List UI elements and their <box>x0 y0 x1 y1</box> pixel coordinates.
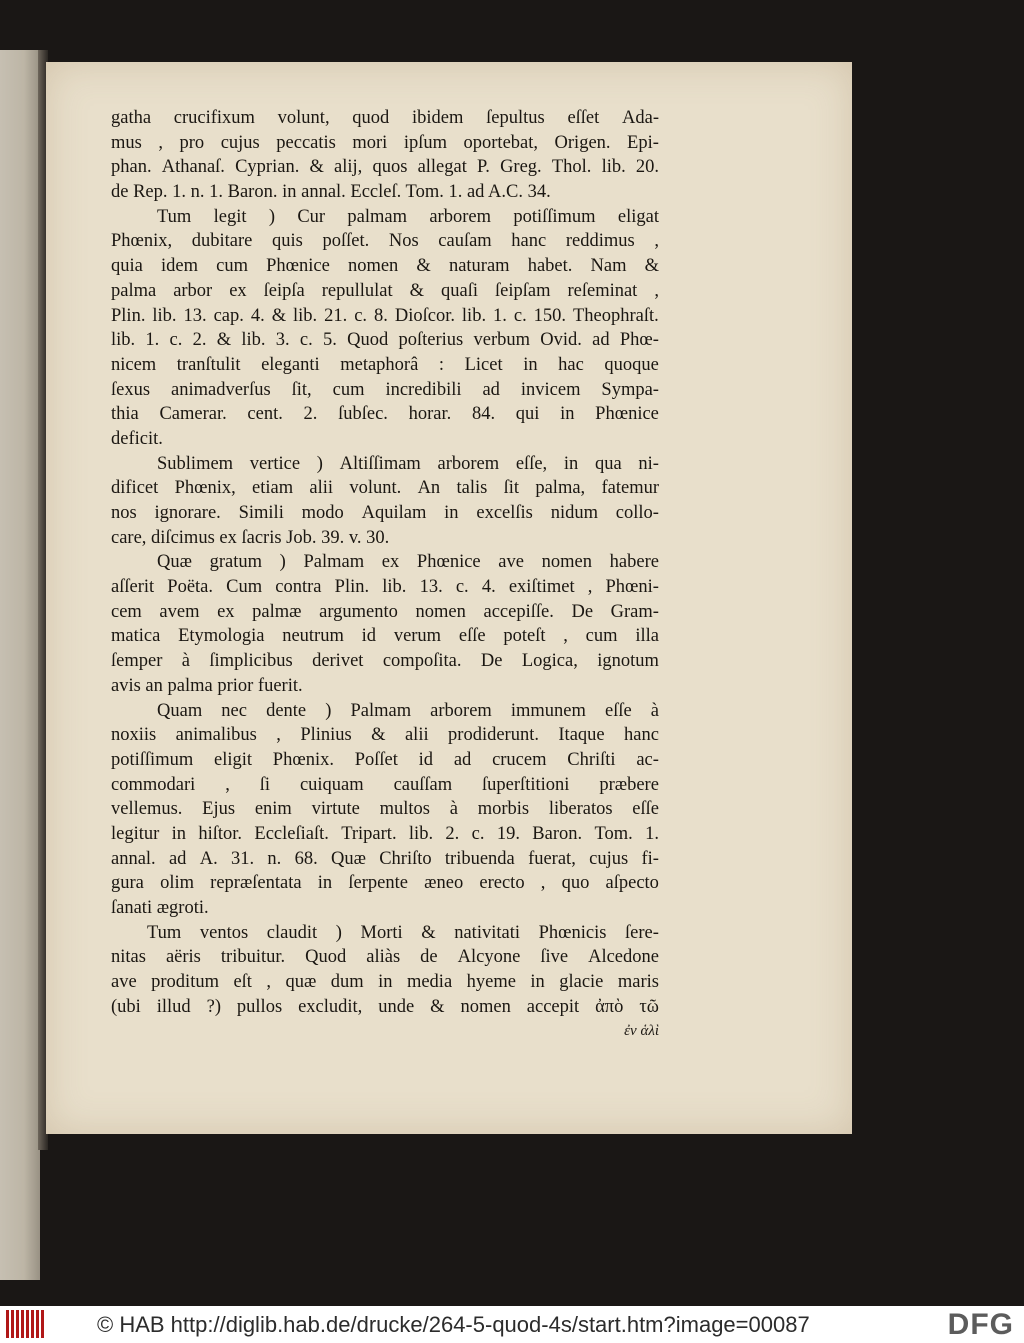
book-page <box>46 62 852 1134</box>
text-line: gura olim repræſentata in ſerpente æneo erecto , quo aſpecto <box>111 873 659 894</box>
text-line: ἐν ἁλὶ <box>624 1023 659 1040</box>
text-line: mus , pro cujus peccatis mori ipſum oportebat, Origen. Epi- <box>111 132 659 153</box>
text-line: noxiis animalibus , Plinius & alii prodiderunt. Itaque hanc <box>111 725 659 746</box>
text-line: ſemper à ſimplicibus derivet compoſita. De Logica, ignotum <box>111 651 659 672</box>
text-line: Tum legit ) Cur palmam arborem potiſſimum eligat <box>157 206 659 227</box>
text-line: Quæ gratum ) Palmam ex Phœnice ave nomen habere <box>157 552 659 573</box>
text-line: Plin. lib. 13. cap. 4. & lib. 21. c. 8. Dioſcor. lib. 1. c. 150. Theophraſt. <box>111 305 659 326</box>
copyright-url[interactable]: © HAB http://diglib.hab.de/drucke/264-5-quod-4s/start.htm?image=00087 <box>97 1312 810 1337</box>
text-line: lib. 1. c. 2. & lib. 3. c. 5. Quod poſterius verbum Ovid. ad Phœ- <box>111 330 659 351</box>
text-line: avis an palma prior fuerit. <box>111 675 303 696</box>
text-line: gatha crucifixum volunt, quod ibidem ſepultus eſſet Ada- <box>111 108 659 128</box>
text-line: aſſerit Poëta. Cum contra Plin. lib. 13. c. 4. exiſtimet , Phœni- <box>111 577 659 598</box>
text-line: Phœnix, dubitare quis poſſet. Nos cauſam hanc reddimus , <box>111 231 659 252</box>
text-line: ſexus animadverſus ſit, cum incredibili ad invicem Sympa- <box>111 379 659 400</box>
hab-logo-icon <box>6 1310 44 1338</box>
footer-bar <box>0 1306 1024 1343</box>
dfg-logo: DFG <box>947 1308 1014 1341</box>
text-line: deficit. <box>111 428 163 449</box>
text-line: (ubi illud ?) pullos excludit, unde & nomen accepit ἀπὸ τῶ <box>111 996 659 1017</box>
text-line: Sublimem vertice ) Altiſſimam arborem eſſe, in qua ni- <box>157 453 659 474</box>
text-line: legitur in hiſtor. Eccleſiaſt. Tripart. lib. 2. c. 19. Baron. Tom. 1. <box>111 823 659 844</box>
text-line: vellemus. Ejus enim virtute multos à morbis liberatos eſſe <box>111 799 659 820</box>
text-line: phan. Athanaſ. Cyprian. & alij, quos allegat P. Greg. Thol. lib. 20. <box>111 157 659 178</box>
text-line: care, diſcimus ex ſacris Job. 39. v. 30. <box>111 527 390 548</box>
text-line: nos ignorare. Simili modo Aquilam in excelſis nidum collo- <box>111 503 659 523</box>
text-line: Quam nec dente ) Palmam arborem immunem eſſe à <box>157 700 659 721</box>
text-line: ave proditum eſt , quæ dum in media hyeme in glacie maris <box>111 972 659 993</box>
text-block <box>111 106 659 1044</box>
text-line: thia Camerar. cent. 2. ſubſec. horar. 84. qui in Phœnice <box>111 404 659 425</box>
text-line: cem avem ex palmæ argumento nomen accepiſſe. De Gram- <box>111 601 659 622</box>
text-line: Tum ventos claudit ) Morti & nativitati Phœnicis ſere- <box>147 922 659 943</box>
text-line: de Rep. 1. n. 1. Baron. in annal. Eccleſ. Tom. 1. ad A.C. 34. <box>111 182 551 203</box>
text-line: potiſſimum eligit Phœnix. Poſſet id ad crucem Chriſti ac- <box>111 749 659 770</box>
text-line: quia idem cum Phœnice nomen & naturam habet. Nam & <box>111 256 659 277</box>
text-line: commodari , ſi cuiquam cauſſam ſuperſtitioni præbere <box>111 774 659 795</box>
text-line: nitas aëris tribuitur. Quod aliàs de Alcyone ſive Alcedone <box>111 947 659 968</box>
text-line: palma arbor ex ſeipſa repullulat & quaſi ſeipſam reſeminat , <box>111 280 659 301</box>
text-line: dificet Phœnix, etiam alii volunt. An talis ſit palma, fatemur <box>111 478 659 499</box>
text-line: annal. ad A. 31. n. 68. Quæ Chriſto tribuenda fuerat, cujus fi- <box>111 848 659 869</box>
text-line: nicem tranſtulit eleganti metaphorâ : Licet in hac quoque <box>111 354 659 375</box>
facing-page-edge <box>0 50 40 1280</box>
text-line: matica Etymologia neutrum id verum eſſe poteſt , cum illa <box>111 626 659 647</box>
text-line: ſanati ægroti. <box>111 898 209 918</box>
